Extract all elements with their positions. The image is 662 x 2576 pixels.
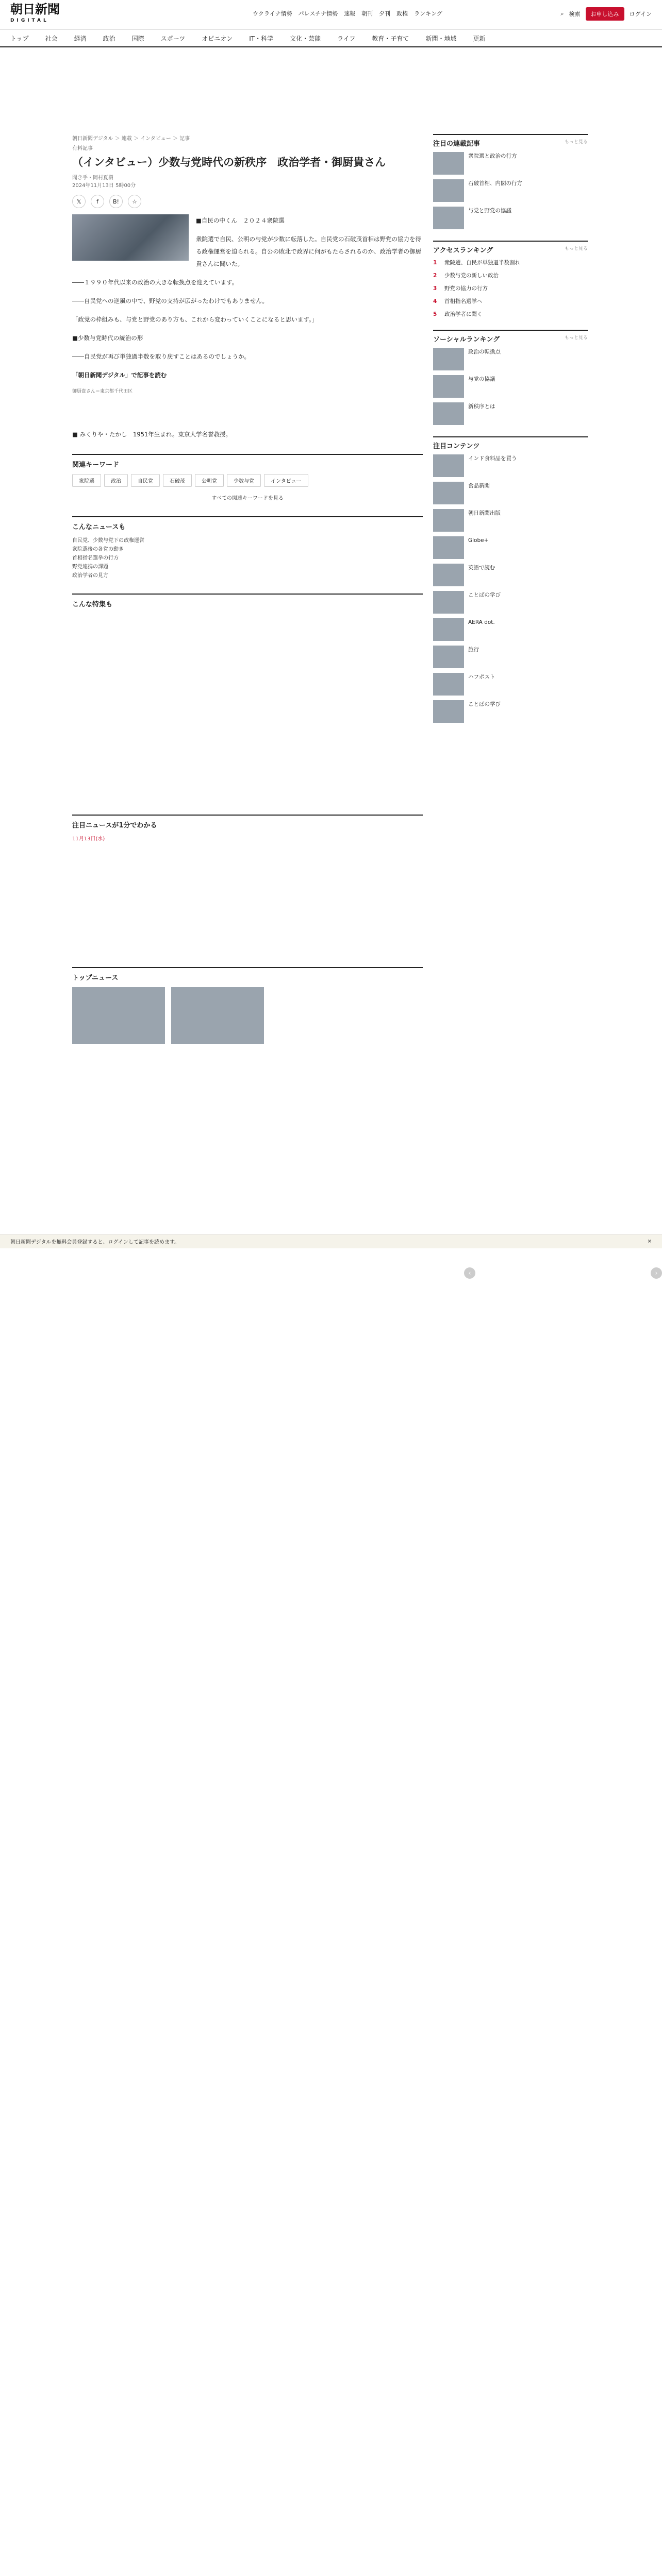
header-link[interactable]: ランキング: [414, 10, 442, 17]
sidebar-title: 注目コンテンツ: [433, 443, 480, 450]
article-photo[interactable]: [72, 214, 189, 261]
rank-number: 1: [433, 260, 437, 266]
sidebar-thumb[interactable]: [433, 591, 464, 614]
sidebar-title: ソーシャルランキング: [433, 336, 500, 344]
news-item[interactable]: 首相指名選挙の行方: [72, 555, 119, 561]
top-news-thumb[interactable]: [72, 987, 165, 1044]
sidebar-thumb[interactable]: [433, 673, 464, 696]
sidebar: [433, 134, 588, 734]
search-label[interactable]: 検索: [569, 11, 581, 18]
keyword-tag[interactable]: 政治: [104, 474, 128, 487]
rank-number: 4: [433, 298, 437, 304]
sidebar-item-label: ことばの学び: [468, 592, 501, 598]
sidebar-thumb[interactable]: [433, 618, 464, 641]
sidebar-item[interactable]: [433, 536, 588, 559]
sidebar-section: [433, 436, 588, 723]
bookmark-icon[interactable]: ☆: [128, 195, 141, 208]
sidebar-thumb[interactable]: [433, 402, 464, 425]
banner-text: 朝日新聞デジタルを無料会員登録すると、ログインして記事を読めます。: [10, 1240, 180, 1245]
sidebar-item-label: Globe+: [468, 537, 489, 544]
article-date: 2024年11月13日 5時00分: [72, 183, 136, 189]
article-title: （インタビュー）少数与党時代の新秩序 政治学者・御厨貴さん: [72, 156, 386, 168]
sidebar-section: [433, 241, 588, 318]
calendar-date: 11月13日(水): [72, 836, 105, 842]
more-news-heading: こんなニュースも: [72, 523, 126, 531]
sidebar-item[interactable]: [433, 646, 588, 668]
nav-item[interactable]: 社会: [45, 35, 58, 42]
sidebar-item[interactable]: [433, 673, 588, 696]
sidebar-section: [433, 134, 588, 229]
paywall-note[interactable]: 「朝日新聞デジタル」で記事を読む: [72, 371, 167, 379]
sidebar-thumb[interactable]: [433, 564, 464, 586]
sidebar-item-label: 政治の転換点: [468, 349, 501, 355]
sidebar-thumb[interactable]: [433, 348, 464, 370]
sidebar-item-label: 首相指名選挙へ: [444, 298, 483, 304]
sidebar-item-label: 石破首相、内閣の行方: [468, 180, 522, 187]
header-link[interactable]: ウクライナ情勢: [253, 10, 292, 17]
article-author[interactable]: 聞き手・岡村夏樹: [72, 175, 113, 181]
header-link[interactable]: パレスチナ情勢: [298, 10, 338, 17]
kicker: 有料記事: [72, 146, 93, 151]
sidebar-item[interactable]: [433, 482, 588, 504]
top-news-heading: トップニュース: [72, 974, 119, 982]
article-paragraph: ――自民党への逆風の中で、野党の支持が広がったわけでもありません。: [72, 297, 268, 304]
sidebar-item-label: 英語で読む: [468, 565, 495, 571]
features-heading: こんな特集も: [72, 601, 113, 608]
sidebar-item-label: ことばの学び: [468, 701, 501, 707]
nav-item[interactable]: 新聞・地域: [425, 35, 457, 42]
header: [0, 0, 662, 30]
subscribe-button[interactable]: お申し込み: [586, 7, 624, 21]
sidebar-item[interactable]: [433, 272, 588, 280]
sidebar-item-label: 野党の協力の行方: [444, 285, 488, 292]
register-banner: [0, 1234, 662, 1248]
sidebar-item[interactable]: [433, 591, 588, 614]
news-item[interactable]: 衆院選後の各党の動き: [72, 547, 124, 552]
sidebar-item-label: 衆院選、自民が単独過半数割れ: [444, 260, 520, 266]
sidebar-item-label: 朝日新聞出版: [468, 510, 501, 516]
sidebar-item[interactable]: [433, 284, 588, 293]
nav-item[interactable]: IT・科学: [249, 35, 274, 42]
nav-item[interactable]: 更新: [473, 35, 486, 42]
keyword-tag[interactable]: 石破茂: [163, 474, 192, 487]
sidebar-thumb[interactable]: [433, 454, 464, 477]
sidebar-item[interactable]: [433, 375, 588, 398]
sidebar-thumb[interactable]: [433, 152, 464, 175]
photo-caption: 御厨貴さん＝東京都千代田区: [72, 389, 133, 394]
nav-item[interactable]: ライフ: [337, 35, 356, 42]
sidebar-item[interactable]: [433, 509, 588, 532]
article-paragraph: ――自民党が再び単独過半数を取り戻すことはあるのでしょうか。: [72, 353, 250, 360]
sidebar-heading: [433, 138, 588, 148]
article-paragraph: 「政党の枠組みも、与党と野党のあり方も、これから変わっていくことになると思います。」: [72, 316, 318, 323]
sidebar-item-label: 与党の協議: [468, 376, 495, 382]
sidebar-item-label: AERA dot.: [468, 619, 495, 625]
header-link[interactable]: 夕刊: [379, 10, 391, 17]
nav-item[interactable]: 国際: [131, 35, 144, 42]
share-bar: [72, 195, 423, 208]
keyword-tag[interactable]: 自民党: [131, 474, 160, 487]
sidebar-item[interactable]: [433, 700, 588, 723]
sidebar-heading: [433, 245, 588, 255]
more-news-section: [72, 516, 423, 580]
sidebar-title: アクセスランキング: [433, 247, 493, 255]
news-item[interactable]: 野党連携の課題: [72, 564, 108, 570]
article-paragraph: ――１９９０年代以来の政治の大きな転換点を迎えています。: [72, 279, 238, 286]
sidebar-thumb[interactable]: [433, 375, 464, 398]
sidebar-item-label: 食品新聞: [468, 483, 490, 489]
nav-item[interactable]: スポーツ: [160, 35, 186, 42]
sidebar-item-label: 旅行: [468, 647, 479, 653]
keyword-tag[interactable]: インタビュー: [264, 474, 308, 487]
header-link[interactable]: 速報: [344, 10, 356, 17]
header-actions: [560, 7, 652, 21]
sidebar-item[interactable]: [433, 454, 588, 477]
profile: ■ みくりや・たかし 1951年生まれ。東京大学名誉教授。: [72, 431, 231, 438]
all-keywords-link[interactable]: すべての関連キーワードを見る: [211, 496, 284, 501]
news-item[interactable]: 自民党、少数与党下の政権運営: [72, 538, 144, 544]
sidebar-more-link[interactable]: もっと見る: [564, 140, 588, 145]
sidebar-item[interactable]: [433, 310, 588, 318]
sidebar-section: [433, 330, 588, 425]
site-logo[interactable]: 朝日新聞 DIGITAL: [10, 1, 60, 23]
calendar-heading: 注目ニュースが1分でわかる: [72, 822, 157, 829]
share-facebook-icon[interactable]: f: [91, 195, 104, 208]
nav-item[interactable]: 経済: [74, 35, 87, 42]
nav-item[interactable]: トップ: [10, 35, 29, 42]
sidebar-item-label: 与党と野党の協議: [468, 208, 511, 214]
sidebar-item[interactable]: [433, 259, 588, 267]
sidebar-thumb[interactable]: [433, 509, 464, 532]
header-links: [253, 9, 442, 18]
header-link[interactable]: 朝刊: [361, 10, 373, 17]
sidebar-thumb[interactable]: [433, 646, 464, 668]
carousel-next-icon[interactable]: ›: [651, 1267, 662, 1279]
news-item[interactable]: 政治学者の見方: [72, 573, 108, 579]
sidebar-heading: [433, 334, 588, 344]
top-news-section: [72, 967, 423, 1044]
article-paragraph: ■自民の中くん ２０２４衆院選: [196, 217, 285, 224]
article: [72, 134, 423, 1044]
tags-section: [72, 454, 423, 503]
sidebar-thumb[interactable]: [433, 482, 464, 504]
breadcrumb[interactable]: 朝日新聞デジタル ＞ 連載 ＞ インタビュー ＞ 記事: [72, 136, 190, 142]
sidebar-item[interactable]: [433, 207, 588, 229]
rank-number: 5: [433, 311, 437, 317]
banner-close-icon[interactable]: ×: [647, 1239, 652, 1244]
nav-item[interactable]: 文化・芸能: [290, 35, 321, 42]
carousel-prev-icon[interactable]: ‹: [464, 1267, 475, 1279]
login-link[interactable]: ログイン: [629, 11, 652, 18]
sidebar-item[interactable]: [433, 297, 588, 306]
sidebar-heading: [433, 440, 588, 450]
sidebar-item[interactable]: [433, 179, 588, 202]
sidebar-item[interactable]: [433, 618, 588, 641]
keyword-tag[interactable]: 少数与党: [227, 474, 261, 487]
rank-number: 3: [433, 285, 437, 292]
sidebar-more-link[interactable]: もっと見る: [564, 246, 588, 251]
sidebar-item-label: 新秩序とは: [468, 403, 495, 410]
sidebar-item[interactable]: [433, 152, 588, 175]
main-nav: [0, 30, 662, 47]
search-icon[interactable]: ⌕: [560, 10, 564, 17]
sidebar-thumb[interactable]: [433, 700, 464, 723]
share-x-icon[interactable]: 𝕏: [72, 195, 86, 208]
article-paragraph: 衆院選で自民、公明の与党が少数に転落した。自民党の石破茂首相は野党の協力を得る政権運営を迫られる。自公の敗北で政界に何がもたらされるのか、政治学者の御厨貴さんに聞いた。: [196, 235, 421, 267]
keyword-tag[interactable]: 公明党: [195, 474, 224, 487]
features-section: [72, 594, 423, 608]
sidebar-item-label: 衆院選と政治の行方: [468, 153, 517, 159]
sidebar-thumb[interactable]: [433, 179, 464, 202]
sidebar-item[interactable]: [433, 564, 588, 586]
sidebar-more-link[interactable]: もっと見る: [564, 335, 588, 341]
article-paragraph: ■少数与党時代の統治の形: [72, 334, 143, 342]
sidebar-item-label: ハフポスト: [468, 674, 495, 680]
sidebar-title: 注目の連載記事: [433, 140, 481, 148]
sidebar-item-label: インド食料品を買う: [468, 455, 517, 462]
nav-item[interactable]: オピニオン: [202, 35, 233, 42]
keywords-heading: 関連キーワード: [72, 461, 120, 469]
sidebar-item-label: 少数与党の新しい政治: [444, 273, 499, 279]
calendar-section: [72, 815, 423, 843]
nav-item[interactable]: 政治: [103, 35, 115, 42]
nav-item[interactable]: 教育・子育て: [372, 35, 409, 42]
header-link[interactable]: 政権: [396, 10, 408, 17]
keyword-tag[interactable]: 衆院選: [72, 474, 101, 487]
rank-number: 2: [433, 273, 437, 279]
share-hatena-icon[interactable]: B!: [109, 195, 123, 208]
sidebar-item[interactable]: [433, 348, 588, 370]
sidebar-thumb[interactable]: [433, 536, 464, 559]
top-news-thumb[interactable]: [171, 987, 264, 1044]
sidebar-item[interactable]: [433, 402, 588, 425]
sidebar-item-label: 政治学者に聞く: [444, 311, 483, 317]
sidebar-thumb[interactable]: [433, 207, 464, 229]
